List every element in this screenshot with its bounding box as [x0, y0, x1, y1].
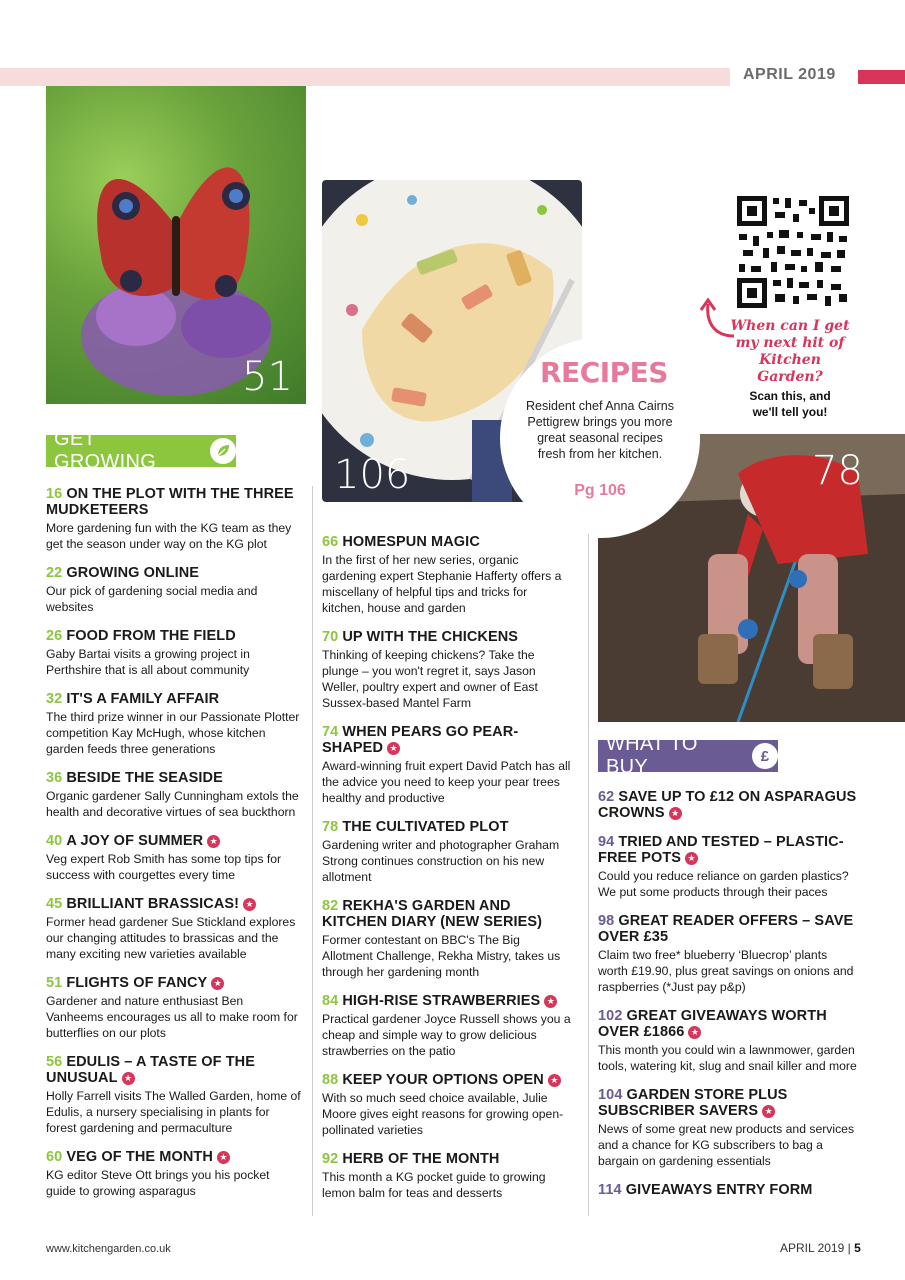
- entry-title: [322, 1072, 572, 1088]
- contents-entry[interactable]: [322, 534, 572, 616]
- entry-title: [46, 1149, 302, 1165]
- entry-page-number: 94: [598, 834, 615, 850]
- contents-entry[interactable]: [598, 1008, 860, 1074]
- entry-title: [46, 628, 302, 644]
- entry-heading: BESIDE THE SEASIDE: [66, 770, 223, 786]
- contents-entry[interactable]: [46, 896, 302, 962]
- entry-heading: GREAT READER OFFERS – SAVE OVER £35: [598, 913, 854, 945]
- page-number: 5: [854, 1241, 861, 1255]
- entry-description: Holly Farrell visits The Walled Garden, home of Edulis, a nursery specialising in plants for forest gardening and permaculture: [46, 1089, 301, 1135]
- contents-entry[interactable]: [46, 628, 302, 678]
- star-icon: ★: [387, 742, 400, 755]
- column-divider: [312, 486, 313, 1216]
- contents-entry[interactable]: [322, 993, 572, 1059]
- pound-icon: £: [752, 743, 778, 769]
- entry-description: Award-winning fruit expert David Patch has all the advice you need to keep your pear trees healthy and productive: [322, 759, 571, 805]
- entry-heading: GROWING ONLINE: [66, 565, 200, 581]
- star-icon: ★: [544, 995, 557, 1008]
- entry-description: Former contestant on BBC's The Big Allotment Challenge, Rekha Mistry, takes us through her gardening month: [322, 933, 561, 979]
- photo-page-number: 78: [812, 448, 863, 494]
- entry-heading: HOMESPUN MAGIC: [342, 534, 480, 550]
- entry-heading: GIVEAWAYS ENTRY FORM: [625, 1182, 813, 1198]
- entry-description: Practical gardener Joyce Russell shows you a cheap and simple way to grow delicious strawberries on the patio: [322, 1012, 571, 1058]
- photo-page-number: 51: [242, 354, 293, 400]
- entry-page-number: 102: [598, 1008, 623, 1024]
- entry-description: Gaby Bartai visits a growing project in Perthshire that is all about community: [46, 647, 250, 677]
- qr-headline: When can I get my next hit of Kitchen Garden?: [730, 318, 850, 385]
- entry-title: [322, 993, 572, 1009]
- star-icon: ★: [243, 898, 256, 911]
- contents-entry[interactable]: [46, 975, 302, 1041]
- star-icon: ★: [688, 1026, 701, 1039]
- entry-page-number: 98: [598, 913, 615, 929]
- entry-page-number: 32: [46, 691, 63, 707]
- entry-heading: EDULIS – A TASTE OF THE UNUSUAL: [46, 1054, 256, 1086]
- contents-entry[interactable]: [322, 1151, 572, 1201]
- section-label: WHAT TO BUY: [606, 733, 698, 778]
- entry-heading: UP WITH THE CHICKENS: [342, 629, 519, 645]
- entry-title: [322, 534, 572, 550]
- contents-entry[interactable]: [598, 1182, 860, 1198]
- entry-page-number: 114: [598, 1182, 622, 1198]
- entry-description: Our pick of gardening social media and websites: [46, 584, 258, 614]
- qr-subtext: Scan this, and we'll tell you!: [749, 389, 831, 419]
- contents-column-1: [46, 486, 302, 1212]
- star-icon: ★: [217, 1151, 230, 1164]
- star-icon: ★: [211, 977, 224, 990]
- section-label: GET GROWING: [54, 428, 157, 473]
- butterfly-photo: [46, 86, 306, 404]
- entry-heading: VEG OF THE MONTH: [66, 1149, 213, 1165]
- contents-column-2: [322, 534, 572, 1214]
- entry-heading: KEEP YOUR OPTIONS OPEN: [342, 1072, 544, 1088]
- contents-entry[interactable]: [598, 834, 860, 900]
- entry-page-number: 92: [322, 1151, 339, 1167]
- entry-heading: GARDEN STORE PLUS SUBSCRIBER SAVERS: [598, 1087, 788, 1119]
- qr-code[interactable]: [737, 196, 849, 308]
- entry-page-number: 82: [322, 898, 339, 914]
- entry-title: [598, 1008, 860, 1040]
- entry-heading: THE CULTIVATED PLOT: [342, 819, 509, 835]
- contents-entry[interactable]: [46, 486, 302, 552]
- entry-description: Organic gardener Sally Cunningham extols the health and decorative virtues of sea buckthorn: [46, 789, 299, 819]
- entry-description: In the first of her new series, organic gardening expert Stephanie Hafferty offers a miscellany of helpful tips and tricks for kitchen, house and garden: [322, 553, 562, 615]
- qr-code-icon: [737, 196, 849, 308]
- entry-title: [598, 789, 860, 821]
- entry-page-number: 26: [46, 628, 63, 644]
- star-icon: ★: [207, 835, 220, 848]
- contents-entry[interactable]: [322, 819, 572, 885]
- star-icon: ★: [669, 807, 682, 820]
- star-icon: ★: [122, 1072, 135, 1085]
- contents-entry[interactable]: [46, 1054, 302, 1136]
- entry-description: Claim two free* blueberry ‘Bluecrop’ plants worth £19.90, plus great savings on onions and raspberries (*Just pay p&p): [598, 948, 854, 994]
- contents-entry[interactable]: [598, 789, 860, 821]
- entry-page-number: 78: [322, 819, 339, 835]
- entry-heading: TRIED AND TESTED – PLASTIC-FREE POTS: [598, 834, 844, 866]
- entry-title: [46, 486, 302, 518]
- column-divider: [588, 534, 589, 1216]
- leaf-icon: [210, 438, 236, 464]
- entry-description: KG editor Steve Ott brings you his pocket guide to growing asparagus: [46, 1168, 270, 1198]
- entry-heading: FLIGHTS OF FANCY: [66, 975, 208, 991]
- recipes-text: Resident chef Anna Cairns Pettigrew brings you more great seasonal recipes fresh from her kitchen.: [526, 399, 675, 461]
- entry-title: [46, 896, 302, 912]
- entry-page-number: 16: [46, 486, 63, 502]
- entry-title: [322, 1151, 572, 1167]
- recipes-title: RECIPES: [540, 356, 668, 389]
- entry-heading: REKHA'S GARDEN AND KITCHEN DIARY (NEW SERIES): [322, 898, 543, 930]
- entry-page-number: 104: [598, 1087, 623, 1103]
- star-icon: ★: [762, 1105, 775, 1118]
- entry-page-number: 45: [46, 896, 63, 912]
- entry-title: [46, 975, 302, 991]
- entry-description: Former head gardener Sue Stickland explores our changing attitudes to brassicas and the many exciting new varieties available: [46, 915, 296, 961]
- entry-heading: FOOD FROM THE FIELD: [66, 628, 236, 644]
- entry-page-number: 22: [46, 565, 63, 581]
- entry-description: This month you could win a lawnmower, garden tools, watering kit, slug and snail killer and more: [598, 1043, 857, 1073]
- entry-description: Thinking of keeping chickens? Take the plunge – you won't regret it, says Jason Weller, poultry expert and owner of East Sussex-based Mantel Farm: [322, 648, 538, 710]
- contents-entry[interactable]: [46, 833, 302, 883]
- contents-entry[interactable]: [322, 898, 572, 980]
- entry-title: [322, 898, 572, 930]
- entry-heading: BRILLIANT BRASSICAS!: [66, 896, 240, 912]
- contents-entry[interactable]: [322, 1072, 572, 1138]
- entry-description: The third prize winner in our Passionate Plotter competition Kay McHugh, whose kitchen garden feeds three generations: [46, 710, 300, 756]
- entry-title: [322, 629, 572, 645]
- footer-website[interactable]: www.kitchengarden.co.uk: [46, 1243, 171, 1255]
- section-what-to-buy: [598, 733, 778, 778]
- entry-description: Gardener and nature enthusiast Ben Vanheems encourages us all to make room for butterflies on our plots: [46, 994, 298, 1040]
- issue-date: APRIL 2019: [743, 66, 836, 83]
- entry-title: [46, 565, 302, 581]
- entry-page-number: 88: [322, 1072, 339, 1088]
- contents-entry[interactable]: [322, 724, 572, 806]
- entry-heading: HERB OF THE MONTH: [342, 1151, 500, 1167]
- entry-page-number: 66: [322, 534, 339, 550]
- entry-page-number: 36: [46, 770, 63, 786]
- entry-description: News of some great new products and services and a chance for KG subscribers to bag a bargain on gardening essentials: [598, 1122, 855, 1168]
- entry-page-number: 62: [598, 789, 615, 805]
- entry-page-number: 74: [322, 724, 339, 740]
- header-tab: [858, 70, 905, 84]
- section-get-growing: [46, 428, 236, 473]
- contents-entry[interactable]: [46, 565, 302, 615]
- star-icon: ★: [548, 1074, 561, 1087]
- photo-page-number: 106: [334, 452, 411, 498]
- entry-page-number: 40: [46, 833, 63, 849]
- entry-title: [598, 1087, 860, 1119]
- footer-date-page: APRIL 2019 | 5: [780, 1241, 861, 1255]
- entry-page-number: 60: [46, 1149, 63, 1165]
- entry-title: [322, 724, 572, 756]
- entry-description: More gardening fun with the KG team as they get the season under way on the KG plot: [46, 521, 292, 551]
- entry-page-number: 70: [322, 629, 339, 645]
- entry-description: With so much seed choice available, Julie Moore gives eight reasons for growing open-pollinated varieties: [322, 1091, 564, 1137]
- contents-entry[interactable]: [46, 1149, 302, 1199]
- entry-title: [322, 819, 572, 835]
- contents-entry[interactable]: [322, 629, 572, 711]
- entry-title: [46, 691, 302, 707]
- entry-description: Veg expert Rob Smith has some top tips for success with courgettes every time: [46, 852, 282, 882]
- entry-title: [46, 770, 302, 786]
- entry-description: This month a KG pocket guide to growing lemon balm for teas and desserts: [322, 1170, 546, 1200]
- entry-description: Could you reduce reliance on garden plastics? We put some products through their paces: [598, 869, 849, 899]
- entry-title: [598, 1182, 860, 1198]
- contents-entry[interactable]: [46, 770, 302, 820]
- entry-heading: HIGH-RISE STRAWBERRIES: [342, 993, 541, 1009]
- footer-date: APRIL 2019: [780, 1241, 845, 1255]
- contents-entry[interactable]: [46, 691, 302, 757]
- entry-heading: IT'S A FAMILY AFFAIR: [66, 691, 220, 707]
- entry-page-number: 56: [46, 1054, 63, 1070]
- contents-entry[interactable]: [598, 913, 860, 995]
- header-band: [0, 68, 730, 86]
- entry-heading: A JOY OF SUMMER: [66, 833, 204, 849]
- entry-title: [598, 834, 860, 866]
- entry-title: [46, 1054, 302, 1086]
- star-icon: ★: [685, 852, 698, 865]
- entry-heading: GREAT GIVEAWAYS WORTH OVER £1866: [598, 1008, 827, 1040]
- entry-page-number: 84: [322, 993, 339, 1009]
- recipes-page-link[interactable]: Pg 106: [574, 482, 626, 499]
- entry-page-number: 51: [46, 975, 63, 991]
- entry-heading: SAVE UP TO £12 ON ASPARAGUS CROWNS: [598, 789, 857, 821]
- entry-heading: ON THE PLOT WITH THE THREE MUDKETEERS: [46, 486, 294, 518]
- entry-description: Gardening writer and photographer Graham Strong continues construction on his new allotment: [322, 838, 560, 884]
- contents-column-3: [598, 789, 860, 1211]
- contents-entry[interactable]: [598, 1087, 860, 1169]
- entry-title: [598, 913, 860, 945]
- entry-heading: WHEN PEARS GO PEAR-SHAPED: [322, 724, 519, 756]
- entry-title: [46, 833, 302, 849]
